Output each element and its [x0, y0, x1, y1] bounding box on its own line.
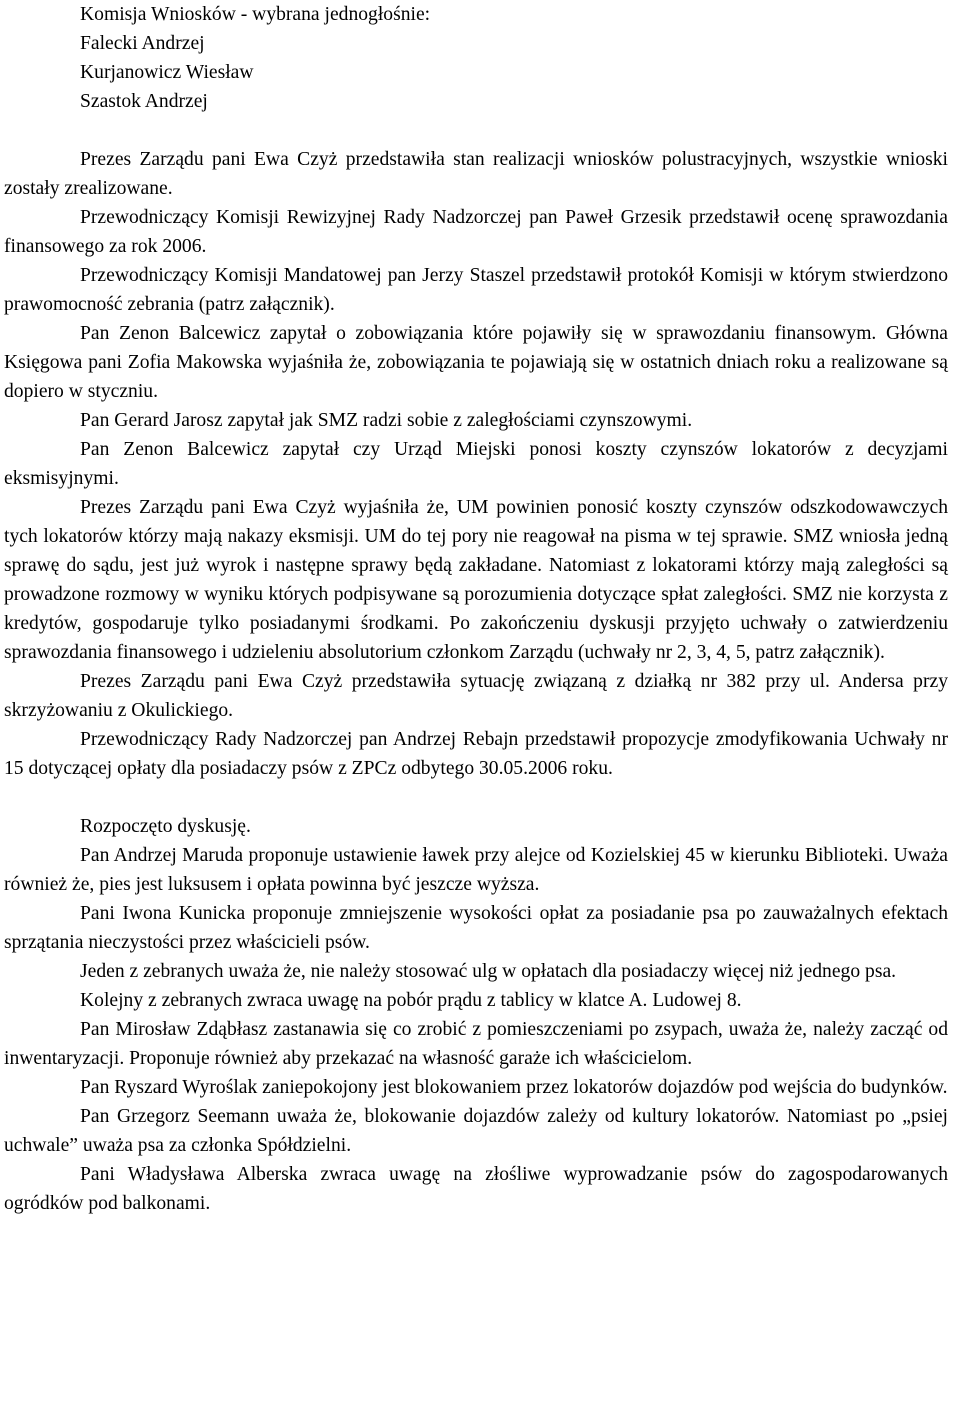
paragraph: Pan Mirosław Zdąbłasz zastanawia się co zrobić z pomieszczeniami po zsypach, uważa że, należy zacząć od inwentaryzacji. Proponuje również aby przekazać na własność garaże ich właścicielom. [4, 1019, 948, 1069]
paragraph: Pan Andrzej Maruda proponuje ustawienie ławek przy alejce od Kozielskiej 45 w kierunku Biblioteki. Uważa również że, pies jest luksusem i opłata powinna być jeszcze wyższa. [4, 845, 948, 895]
paragraph: Pan Ryszard Wyroślak zaniepokojony jest blokowaniem przez lokatorów dojazdów pod wejścia do budynków. [80, 1077, 948, 1098]
paragraph: Przewodniczący Rady Nadzorczej pan Andrzej Rebajn przedstawił propozycje zmodyfikowania Uchwały nr 15 dotyczącej opłaty dla posiadaczy psów z ZPCz odbytego 30.05.2006 roku. [4, 729, 948, 779]
paragraph: Pan Grzegorz Seemann uważa że, blokowanie dojazdów zależy od kultury lokatorów. Natomiast po „psiej uchwale” uważa psa za członka Spółdzielni. [4, 1106, 948, 1156]
committee-member: Szastok Andrzej [80, 91, 208, 112]
spacer [4, 116, 948, 145]
paragraph: Pani Władysława Alberska zwraca uwagę na złośliwe wyprowadzanie psów do zagospodarowanych ogródków pod balkonami. [4, 1164, 948, 1214]
paragraph: Pani Iwona Kunicka proponuje zmniejszenie wysokości opłat za posiadanie psa po zauważalnych efektach sprzątania nieczystości przez właścicieli psów. [4, 903, 948, 953]
committee-title: Komisja Wniosków - wybrana jednogłośnie: [80, 4, 431, 25]
paragraph: Pan Gerard Jarosz zapytał jak SMZ radzi sobie z zaległościami czynszowymi. [80, 410, 693, 431]
discussion-start: Rozpoczęto dyskusję. [80, 816, 251, 837]
committee-member: Kurjanowicz Wiesław [80, 62, 254, 83]
committee-member: Falecki Andrzej [80, 33, 205, 54]
paragraph: Przewodniczący Komisji Mandatowej pan Jerzy Staszel przedstawił protokół Komisji w którym stwierdzono prawomocność zebrania (patrz załącznik). [4, 265, 948, 315]
committee-block [4, 0, 948, 116]
paragraph: Pan Zenon Balcewicz zapytał czy Urząd Miejski ponosi koszty czynszów lokatorów z decyzjami eksmisyjnymi. [4, 439, 948, 489]
paragraph: Jeden z zebranych uważa że, nie należy stosować ulg w opłatach dla posiadaczy więcej niż jednego psa. [80, 961, 897, 982]
spacer [4, 783, 948, 812]
paragraph: Prezes Zarządu pani Ewa Czyż wyjaśniła że, UM powinien ponosić koszty czynszów odszkodowawczych tych lokatorów którzy mają nakazy eksmisji. UM do tej pory nie reagował na pisma w tej sprawie. SMZ wniosła jedną sprawę do sądu, jest już wyrok i następne sprawy będą zakładane. Natomiast z lokatorami którzy mają zaległości są prowadzone rozmowy w wyniku których podpisywane są porozumienia dotyczące spłat zaległości. SMZ nie korzysta z kredytów, gospodaruje tylko posiadanymi środkami. Po zakończeniu dyskusji przyjęto uchwały o zatwierdzeniu sprawozdania finansowego i udzieleniu absolutorium członkom Zarządu (uchwały nr 2, 3, 4, 5, patrz załącznik). [4, 497, 948, 663]
paragraph: Pan Zenon Balcewicz zapytał o zobowiązania które pojawiły się w sprawozdaniu finansowym. Główna Księgowa pani Zofia Makowska wyjaśniła że, zobowiązania te pojawiają się w ostatnich dniach roku a realizowane są dopiero w styczniu. [4, 323, 948, 402]
paragraph: Prezes Zarządu pani Ewa Czyż przedstawiła sytuację związaną z działką nr 382 przy ul. Andersa przy skrzyżowaniu z Okulickiego. [4, 671, 948, 721]
paragraph: Prezes Zarządu pani Ewa Czyż przedstawiła stan realizacji wniosków polustracyjnych, wszystkie wnioski zostały zrealizowane. [4, 149, 948, 199]
paragraph: Kolejny z zebranych zwraca uwagę na pobór prądu z tablicy w klatce A. Ludowej 8. [80, 990, 742, 1011]
paragraph: Przewodniczący Komisji Rewizyjnej Rady Nadzorczej pan Paweł Grzesik przedstawił ocenę sprawozdania finansowego za rok 2006. [4, 207, 948, 257]
